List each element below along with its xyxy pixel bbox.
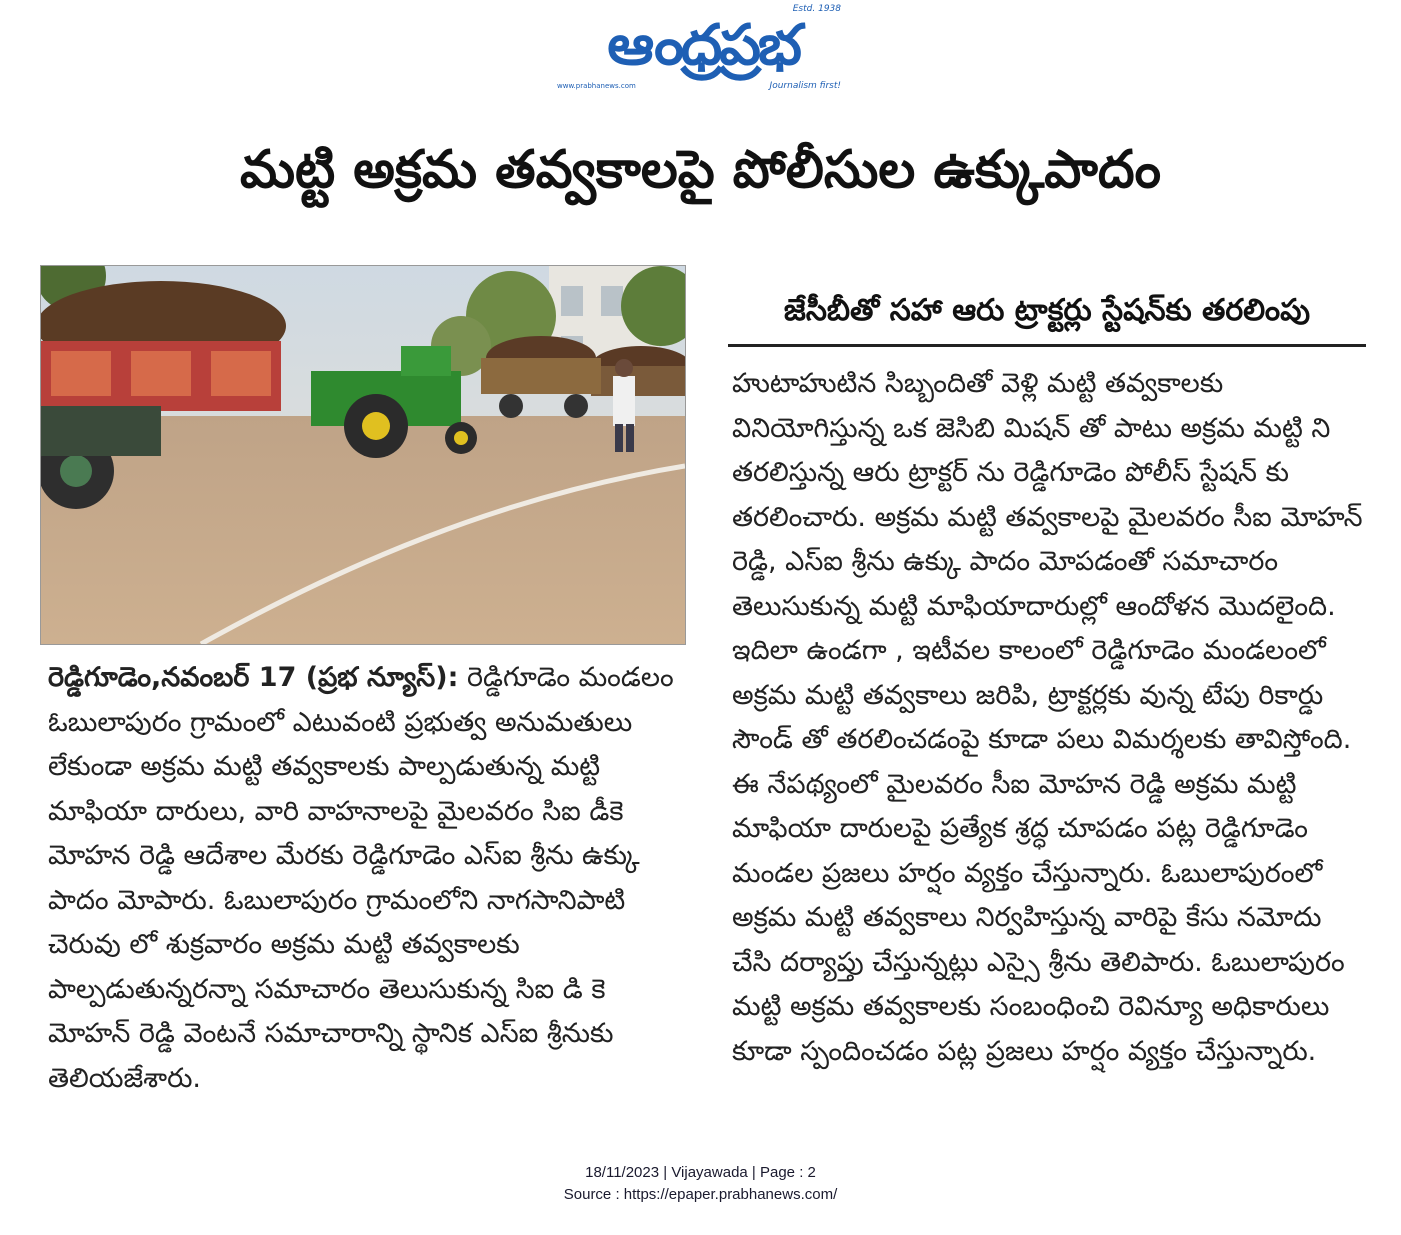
article-headline: మట్టి అక్రమ తవ్వకాలపై పోలీసుల ఉక్కుపాదం — [239, 140, 1161, 200]
footer-edition-info: 18/11/2023 | Vijayawada | Page : 2 — [585, 1164, 816, 1181]
page-footer — [0, 1162, 1401, 1206]
logo-tagline: Journalism first! — [769, 81, 841, 91]
article-subheadline: జేసీబీతో సహా ఆరు ట్రాక్టర్లు స్టేషన్‌కు తరలింపు — [783, 293, 1311, 328]
logo-website: www.prabhanews.com — [557, 82, 636, 90]
subheadline-divider — [728, 344, 1366, 347]
logo-wordmark: ఆంధ్రప్రభ — [607, 13, 799, 78]
logo-estd: Estd. 1938 — [792, 4, 841, 14]
left-column-text — [48, 656, 688, 1101]
right-column-body: హుటాహుటిన సిబ్బందితో వెళ్లి మట్టి తవ్వకాలకు వినియోగిస్తున్న ఒక జెసిబి మిషన్ తో పాటు అక్రమ మట్టి ని తరలిస్తున్న ఆరు ట్రాక్టర్ ను రెడ్డిగూడెం పోలీస్ స్టేషన్ కు తరలించారు. అక్రమ మట్టి తవ్వకాలపై మైలవరం సీఐ మోహన్ రెడ్డి, ఎస్ఐ శ్రీను ఉక్కు పాదం మోపడంతో సమాచారం తెలుసుకున్న మట్టి మాఫియాదారుల్లో ఆందోళన మొదలైంది. ఇదిలా ఉండగా , ఇటీవల కాలంలో రెడ్డిగూడెం మండలంలో అక్రమ మట్టి తవ్వకాలు జరిపి, ట్రాక్టర్లకు వున్న టేపు రికార్డు సౌండ్ తో తరలించడంపై కూడా పలు విమర్శలకు తావిస్తోంది. ఈ నేపథ్యంలో మైలవరం సీఐ మోహన రెడ్డి అక్రమ మట్టి మాఫియా దారులపై ప్రత్యేక శ్రద్ధ చూపడం పట్ల రెడ్డిగూడెం మండల ప్రజలు హర్షం వ్యక్తం చేస్తున్నారు. ఓబులాపురంలో అక్రమ మట్టి తవ్వకాలు నిర్వహిస్తున్న వారిపై కేసు నమోదు చేసి దర్యాప్తు చేస్తున్నట్లు ఎస్సై శ్రీను తెలిపారు. ఓబులాపురం మట్టి అక్రమ తవ్వకాలకు సంబంధించి రెవిన్యూ అధికారులు కూడా స్పందించడం పట్ల ప్రజలు హర్షం వ్యక్తం చేస్తున్నారు. — [732, 368, 1363, 1067]
masthead-logo — [545, 2, 855, 94]
left-column-body: రెడ్డిగూడెం మండలం ఓబులాపురం గ్రామంలో ఎటువంటి ప్రభుత్వ అనుమతులు లేకుండా అక్రమ మట్టి తవ్వకాలకు పాల్పడుతున్న మట్టి మాఫియా దారులు, వారి వాహనాలపై మైలవరం సిఐ డీకె మోహన రెడ్డి ఆదేశాల మేరకు రెడ్డిగూడెం ఎస్ఐ శ్రీను ఉక్కు పాదం మోపారు. ఓబులాపురం గ్రామంలోని నాగసానిపాటి చెరువు లో శుక్రవారం అక్రమ మట్టి తవ్వకాలకు పాల్పడుతున్నరన్నా సమాచారం తెలుసుకున్న సిఐ డి కె మోహన్ రెడ్డి వెంటనే సమాచారాన్ని స్థానిక ఎస్ఐ శ్రీనుకు తెలియజేశారు. — [48, 662, 674, 1094]
footer-source: Source : https://epaper.prabhanews.com/ — [563, 1186, 838, 1203]
news-photo-tractors — [40, 265, 686, 645]
article-dateline: రెడ్డిగూడెం,నవంబర్ 17 (ప్రభ న్యూస్): — [48, 662, 459, 693]
